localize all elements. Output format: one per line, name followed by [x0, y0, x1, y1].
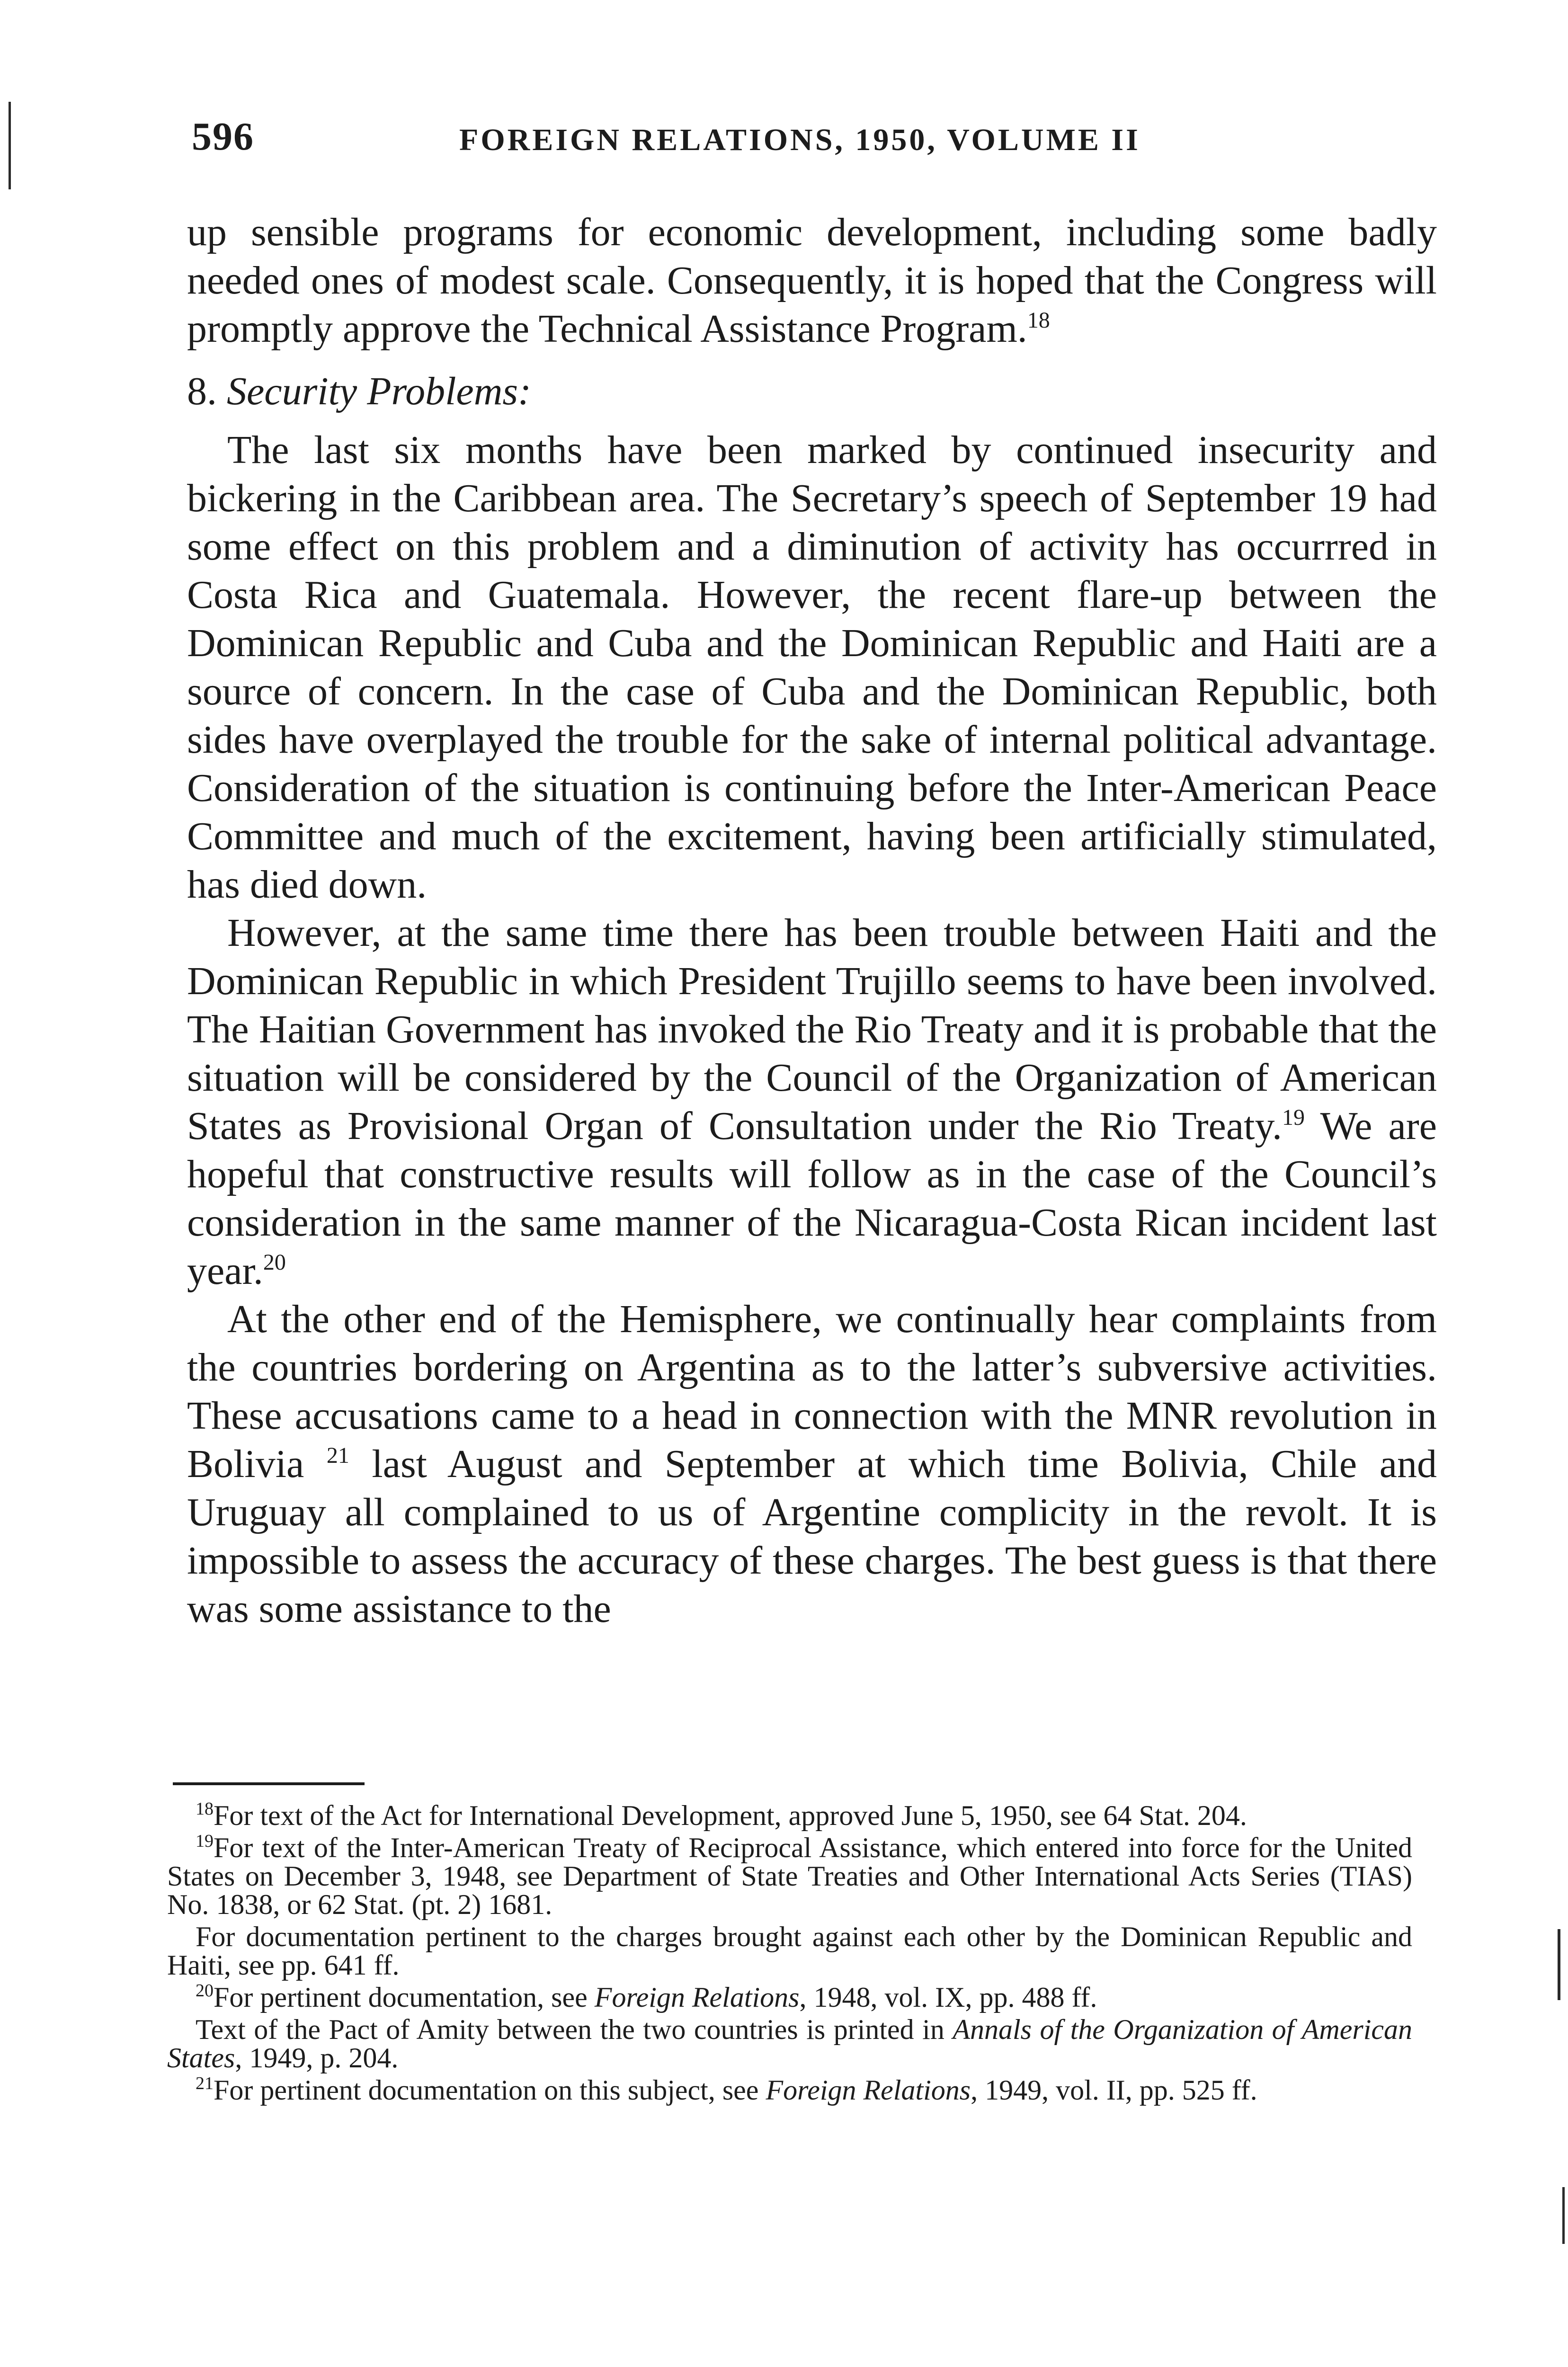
page-number: 596 [192, 115, 254, 159]
footnote-19: $^{19}$For text of the Inter-American Treaty of Reciprocal Assistance, which entered into force for the United States on December 3, 1948, see Department of State Treaties and Other International Acts Series (TIAS) No. 1838, or 62 Stat. (pt. 2) 1681. [167, 1831, 1412, 1920]
paragraph-argentina: At the other end of the Hemisphere, we continually hear complaints from the countries bordering on Argentina as to the latter’s subversive activities. These accusations came to a head in connection with the MNR revolution in Bolivia $^{21}$ last August and September at which time Bolivia, Chile and Uruguay all complained to us of Argentine complicity in the revolt. It is impossible to assess the accuracy of these charges. The best guess is that there was some assistance to the [187, 1297, 1437, 1631]
footnote-19-continuation: For documentation pertinent to the charges brought against each other by the Dominican Republic and Haiti, see pp. 641 ff. [167, 1921, 1412, 1981]
footnotes [167, 1801, 1412, 2108]
paragraph-caribbean: The last six months have been marked by continued insecurity and bickering in the Caribbean area. The Secretary’s speech of September 19 had some effect on this problem and a diminution of activity has occurrred in Costa Rica and Guatemala. However, the recent flare-up between the Dominican Republic and Cuba and the Dominican Republic and Haiti are a source of concern. In the case of Cuba and the Dominican Republic, both sides have overplayed the trouble for the sake of internal political advantage. Consideration of the situation is continuing before the Inter-American Peace Committee and much of the excitement, having been artificially stimulated, has died down. [187, 428, 1437, 907]
footnote-ref-19: 19 [1282, 1105, 1305, 1130]
section-number: 8. [187, 369, 217, 413]
paragraph-continued: up sensible programs for economic development, including some badly needed ones of modest scale. Consequently, it is hoped that the Congress will promptly approve the Technical Assistance Program.$^{18}$ [187, 210, 1437, 351]
page-header [192, 114, 1432, 166]
running-head: FOREIGN RELATIONS, 1950, VOLUME II [459, 123, 1140, 157]
scan-edge-mark-right [1558, 1929, 1560, 2000]
paragraph-haiti: However, at the same time there has been trouble between Haiti and the Dominican Republic in which President Trujillo seems to have been involved. The Haitian Government has invoked the Rio Treaty and it is probable that the situation will be considered by the Council of the Organization of American States as Provisional Organ of Consultation under the Rio Treaty.$^{19}$ We are hopeful that constructive results will follow as in the case of the Council’s consideration in the same manner of the Nicaragua-Costa Rican incident last year.$^{20}$ [187, 911, 1437, 1293]
main-text [187, 208, 1437, 1633]
scan-edge-mark-left [9, 102, 11, 189]
section-heading [187, 365, 1437, 416]
footnote-21: $^{21}$For pertinent documentation on this subject, see Foreign Relations, 1949, vol. II, pp. 525 ff. [196, 2073, 1257, 2106]
footnote-divider [173, 1782, 365, 1785]
footnote-20: $^{20}$For pertinent documentation, see Foreign Relations, 1948, vol. IX, pp. 488 ff. [196, 1981, 1097, 2013]
footnote-ref-18: 18 [1027, 308, 1050, 333]
section-title: Security Problems: [227, 369, 532, 413]
footnote-18: $^{18}$For text of the Act for International Development, approved June 5, 1950, see 64 Stat. 204. [196, 1799, 1247, 1831]
footnote-ref-21: 21 [326, 1443, 349, 1468]
footnote-ref-20: 20 [263, 1250, 286, 1275]
footnote-20-continuation: Text of the Pact of Amity between the two countries is printed in Annals of the Organization of American States, 1949, p. 204. [167, 2014, 1412, 2073]
scan-edge-mark-right-lower [1562, 2187, 1565, 2244]
